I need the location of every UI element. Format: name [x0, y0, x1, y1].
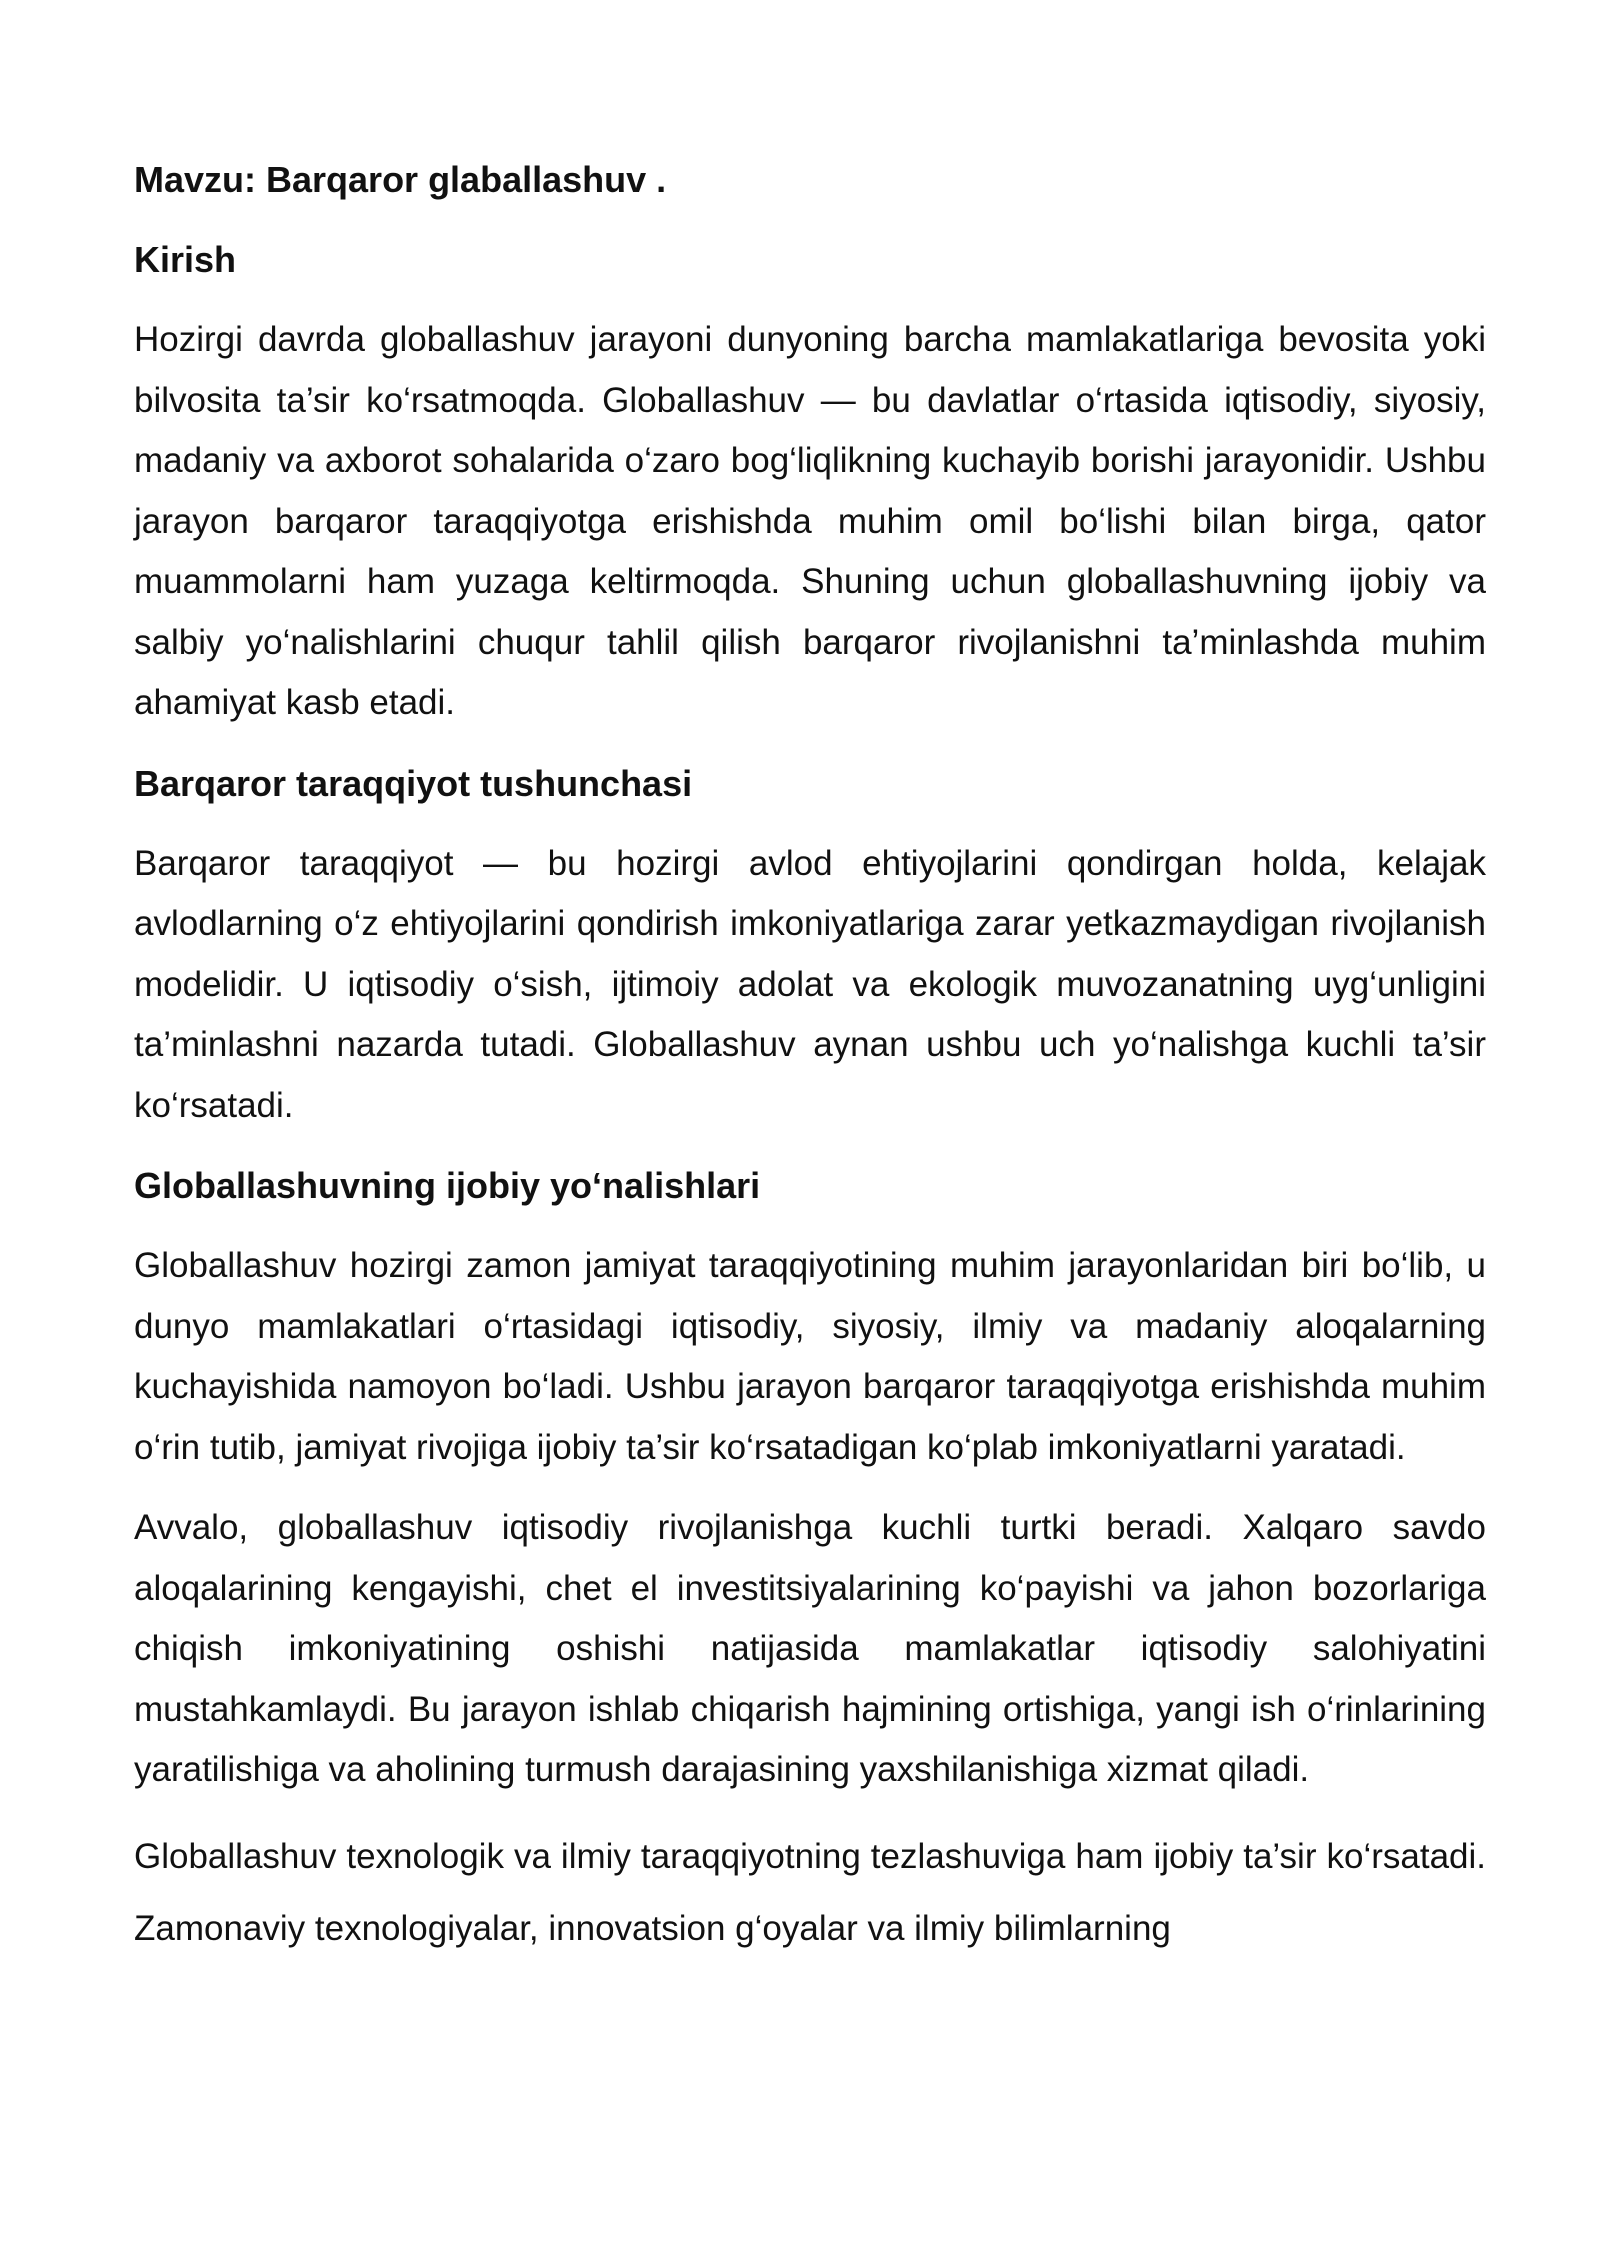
section-heading-barqaror-taraqqiyot: Barqaror taraqqiyot tushunchasi — [134, 762, 693, 804]
paragraph: Globallashuv texnologik va ilmiy taraqqiyotning tezlashuviga ham ijobiy ta’sir ko‘rsatadi. Zamonaviy texnologiyalar, innovatsion g‘oyalar va ilmiy bilimlarning — [134, 1836, 1486, 1948]
section-heading-kirish: Kirish — [134, 239, 237, 280]
paragraph: Barqaror taraqqiyot — bu hozirgi avlod ehtiyojlarini qondirgan holda, kelajak avlodlarning o‘z ehtiyojlarini qondirish imkoniyatlariga zarar yetkazmaydigan rivojlanish modelidir. U iqtisodiy o‘sish, ijtimoiy adolat va ekologik muvozanatning uyg‘unligini ta’minlashni nazarda tutadi. Globallashuv aynan ushbu uch yo‘nalishga kuchli ta’sir ko‘rsatadi. — [134, 843, 1486, 1125]
document-title: Mavzu: Barqaror glaballashuv . — [134, 159, 667, 200]
document-page — [134, 150, 1486, 1965]
paragraph: Avvalo, globallashuv iqtisodiy rivojlanishga kuchli turtki beradi. Xalqaro savdo aloqalarining kengayishi, chet el investitsiyalarining ko‘payishi va jahon bozorlariga chiqish imkoniyatining oshishi natijasida mamlakatlar iqtisodiy salohiyatini mustahkamlaydi. Bu jarayon ishlab chiqarish hajmining ortishiga, yangi ish o‘rinlarining yaratilishiga va aholining turmush darajasining yaxshilanishiga xizmat qiladi. — [134, 1508, 1486, 1789]
paragraph: Hozirgi davrda globallashuv jarayoni dunyoning barcha mamlakatlariga bevosita yoki bilvosita ta’sir ko‘rsatmoqda. Globallashuv — bu davlatlar o‘rtasida iqtisodiy, siyosiy, madaniy va axborot sohalarida o‘zaro bog‘liqlikning kuchayib borishi jarayonidir. Ushbu jarayon barqaror taraqqiyotga erishishda muhim omil bo‘lishi bilan birga, qator muammolarni ham yuzaga keltirmoqda. Shuning uchun globallashuvning ijobiy va salbiy yo‘nalishlarini chuqur tahlil qilish barqaror rivojlanishni ta’minlashda muhim ahamiyat kasb etadi. — [134, 320, 1486, 722]
section-heading-ijobiy-yonalishlar: Globallashuvning ijobiy yo‘nalishlari — [134, 1165, 761, 1206]
paragraph: Globallashuv hozirgi zamon jamiyat taraqqiyotining muhim jarayonlaridan biri bo‘lib, u dunyo mamlakatlari o‘rtasidagi iqtisodiy, siyosiy, ilmiy va madaniy aloqalarning kuchayishida namoyon bo‘ladi. Ushbu jarayon barqaror taraqqiyotga erishishda muhim o‘rin tutib, jamiyat rivojiga ijobiy ta’sir ko‘rsatadigan ko‘plab imkoniyatlarni yaratadi. — [134, 1246, 1486, 1467]
